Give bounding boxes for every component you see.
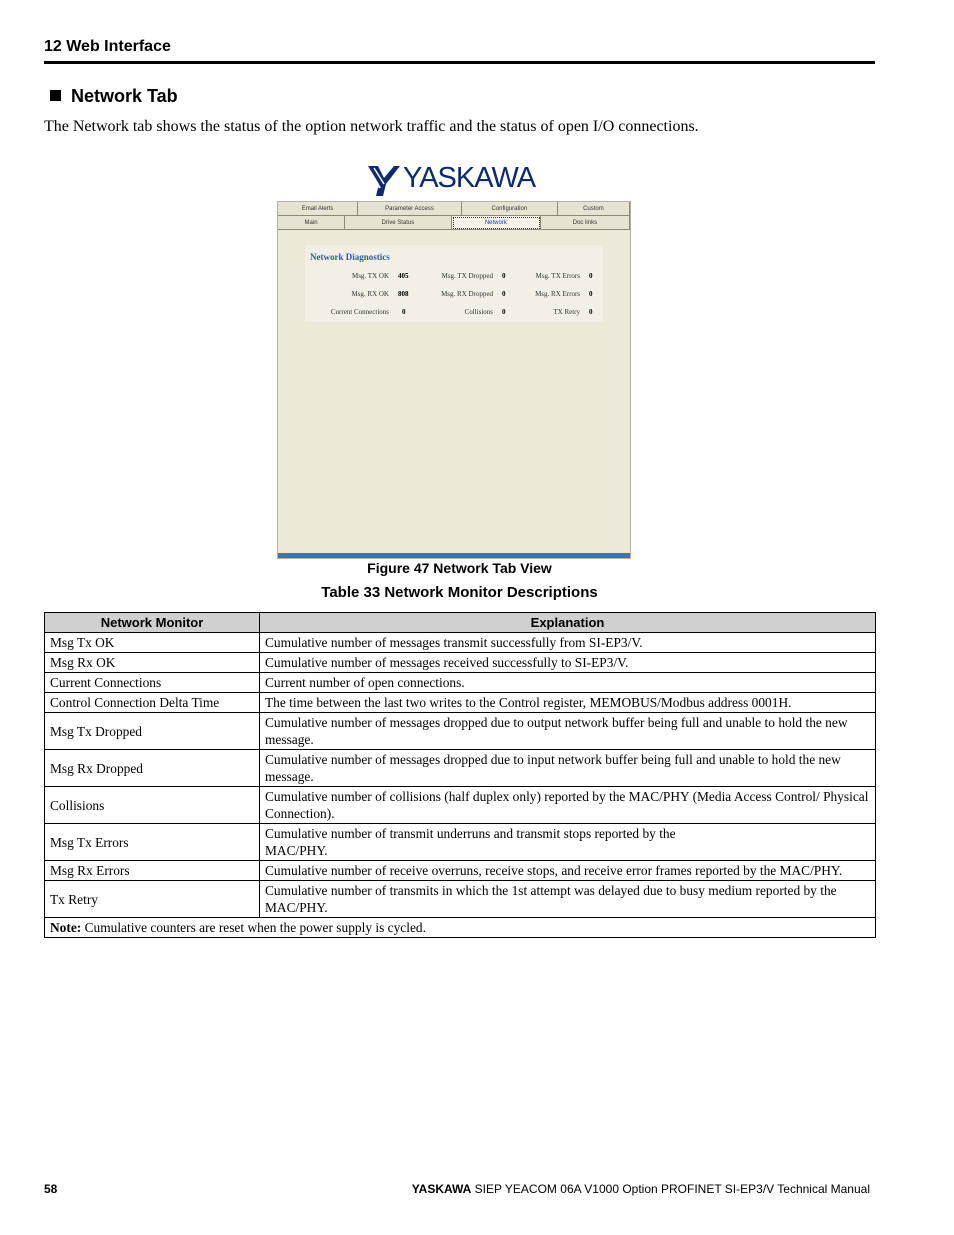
tab-doc-links[interactable]: Doc links [541,216,630,230]
figure-caption: Figure 47 Network Tab View [367,560,552,576]
table-row [45,713,876,750]
diag-label: Current Connections [330,308,389,316]
monitor-explanation: Cumulative number of messages received successfully to SI-EP3/V. [260,653,876,673]
diag-label: Msg. RX Dropped [441,290,493,298]
diag-label: Collisions [464,308,493,316]
square-bullet-icon [50,90,61,101]
monitor-name: Msg Rx Dropped [45,750,260,787]
monitor-explanation: Cumulative number of receive overruns, receive stops, and receive error frames reported by the MAC/PHY. [260,861,876,881]
diag-value: 0 [502,290,506,298]
column-header: Network Monitor [45,613,260,633]
tab-configuration[interactable]: Configuration [462,202,558,216]
monitor-name: Msg Tx OK [45,633,260,653]
network-tab-screenshot [277,201,631,559]
header-section: 12 Web Interface [44,38,171,55]
monitor-explanation: Cumulative number of messages dropped due to output network buffer being full and unable to hold the new message. [260,713,876,750]
note-label: Note: [50,920,82,935]
running-header [44,37,875,64]
diag-value: 0 [589,272,593,280]
diag-label: Msg. TX OK [351,272,389,280]
network-diagnostics-panel [305,245,603,322]
note-text: Cumulative counters are reset when the power supply is cycled. [81,920,426,935]
network-monitor-table [44,612,876,938]
diag-value: 405 [398,272,409,280]
monitor-explanation: Cumulative number of transmit underruns and transmit stops reported by the MAC/PHY. [260,824,876,861]
tab-email-alerts[interactable]: Email Alerts [278,202,358,216]
tab-main[interactable]: Main [278,216,345,230]
tab-row-bottom [278,216,630,230]
monitor-name: Msg Tx Dropped [45,713,260,750]
table-row [45,750,876,787]
diag-value: 0 [589,290,593,298]
monitor-explanation: The time between the last two writes to the Control register, MEMOBUS/Modbus address 0001H. [260,693,876,713]
tab-network[interactable]: Network [452,216,541,230]
tab-parameter-access[interactable]: Parameter Access [358,202,462,216]
table-row [45,787,876,824]
intro-paragraph: The Network tab shows the status of the option network traffic and the status of open I/O connections. [44,118,699,135]
footer-doc-title: SIEP YEACOM 06A V1000 Option PROFINET SI-EP3/V Technical Manual [471,1182,870,1196]
diagnostics-title: Network Diagnostics [310,252,390,262]
section-heading [50,85,178,107]
tab-row-top [278,202,630,216]
table-row [45,824,876,861]
diag-label: TX Retry [553,308,580,316]
diag-label: Msg. RX OK [351,290,389,298]
diag-value: 808 [398,290,409,298]
footer-title [412,1181,870,1197]
diag-label: Msg. TX Errors [535,272,580,280]
screenshot-bottom-bar [278,553,630,558]
table-row [45,653,876,673]
table-row [45,861,876,881]
diag-label: Msg. RX Errors [535,290,580,298]
tab-drive-status[interactable]: Drive Status [345,216,452,230]
monitor-name: Current Connections [45,673,260,693]
yaskawa-mark-icon [366,162,402,198]
table-row [45,693,876,713]
column-header: Explanation [260,613,876,633]
monitor-name: Msg Tx Errors [45,824,260,861]
page-number: 58 [44,1182,58,1196]
tab-bar [278,202,630,230]
table-row [45,673,876,693]
diag-label: Msg. TX Dropped [441,272,493,280]
section-title: Network Tab [71,86,178,106]
diag-value: 0 [402,308,406,316]
diag-value: 0 [502,308,506,316]
table-note-row [45,918,876,938]
diag-value: 0 [502,272,506,280]
table-row [45,881,876,918]
monitor-name: Tx Retry [45,881,260,918]
table-header-row [45,613,876,633]
monitor-explanation: Cumulative number of transmits in which the 1st attempt was delayed due to busy medium reported by the MAC/PHY. [260,881,876,918]
monitor-name: Control Connection Delta Time [45,693,260,713]
logo-wordmark: YASKAWA [403,162,536,194]
diag-value: 0 [589,308,593,316]
monitor-explanation: Current number of open connections. [260,673,876,693]
table-row [45,633,876,653]
monitor-name: Msg Rx Errors [45,861,260,881]
monitor-explanation: Cumulative number of messages dropped due to input network buffer being full and unable to hold the new message. [260,750,876,787]
yaskawa-logo [366,160,541,200]
tab-custom[interactable]: Custom [558,202,630,216]
monitor-name: Msg Rx OK [45,653,260,673]
table-caption: Table 33 Network Monitor Descriptions [321,584,598,601]
monitor-explanation: Cumulative number of collisions (half duplex only) reported by the MAC/PHY (Media Access Control/ Physical Connection). [260,787,876,824]
monitor-explanation: Cumulative number of messages transmit successfully from SI-EP3/V. [260,633,876,653]
monitor-name: Collisions [45,787,260,824]
table-note [45,918,876,938]
footer-brand: YASKAWA [411,1182,472,1196]
